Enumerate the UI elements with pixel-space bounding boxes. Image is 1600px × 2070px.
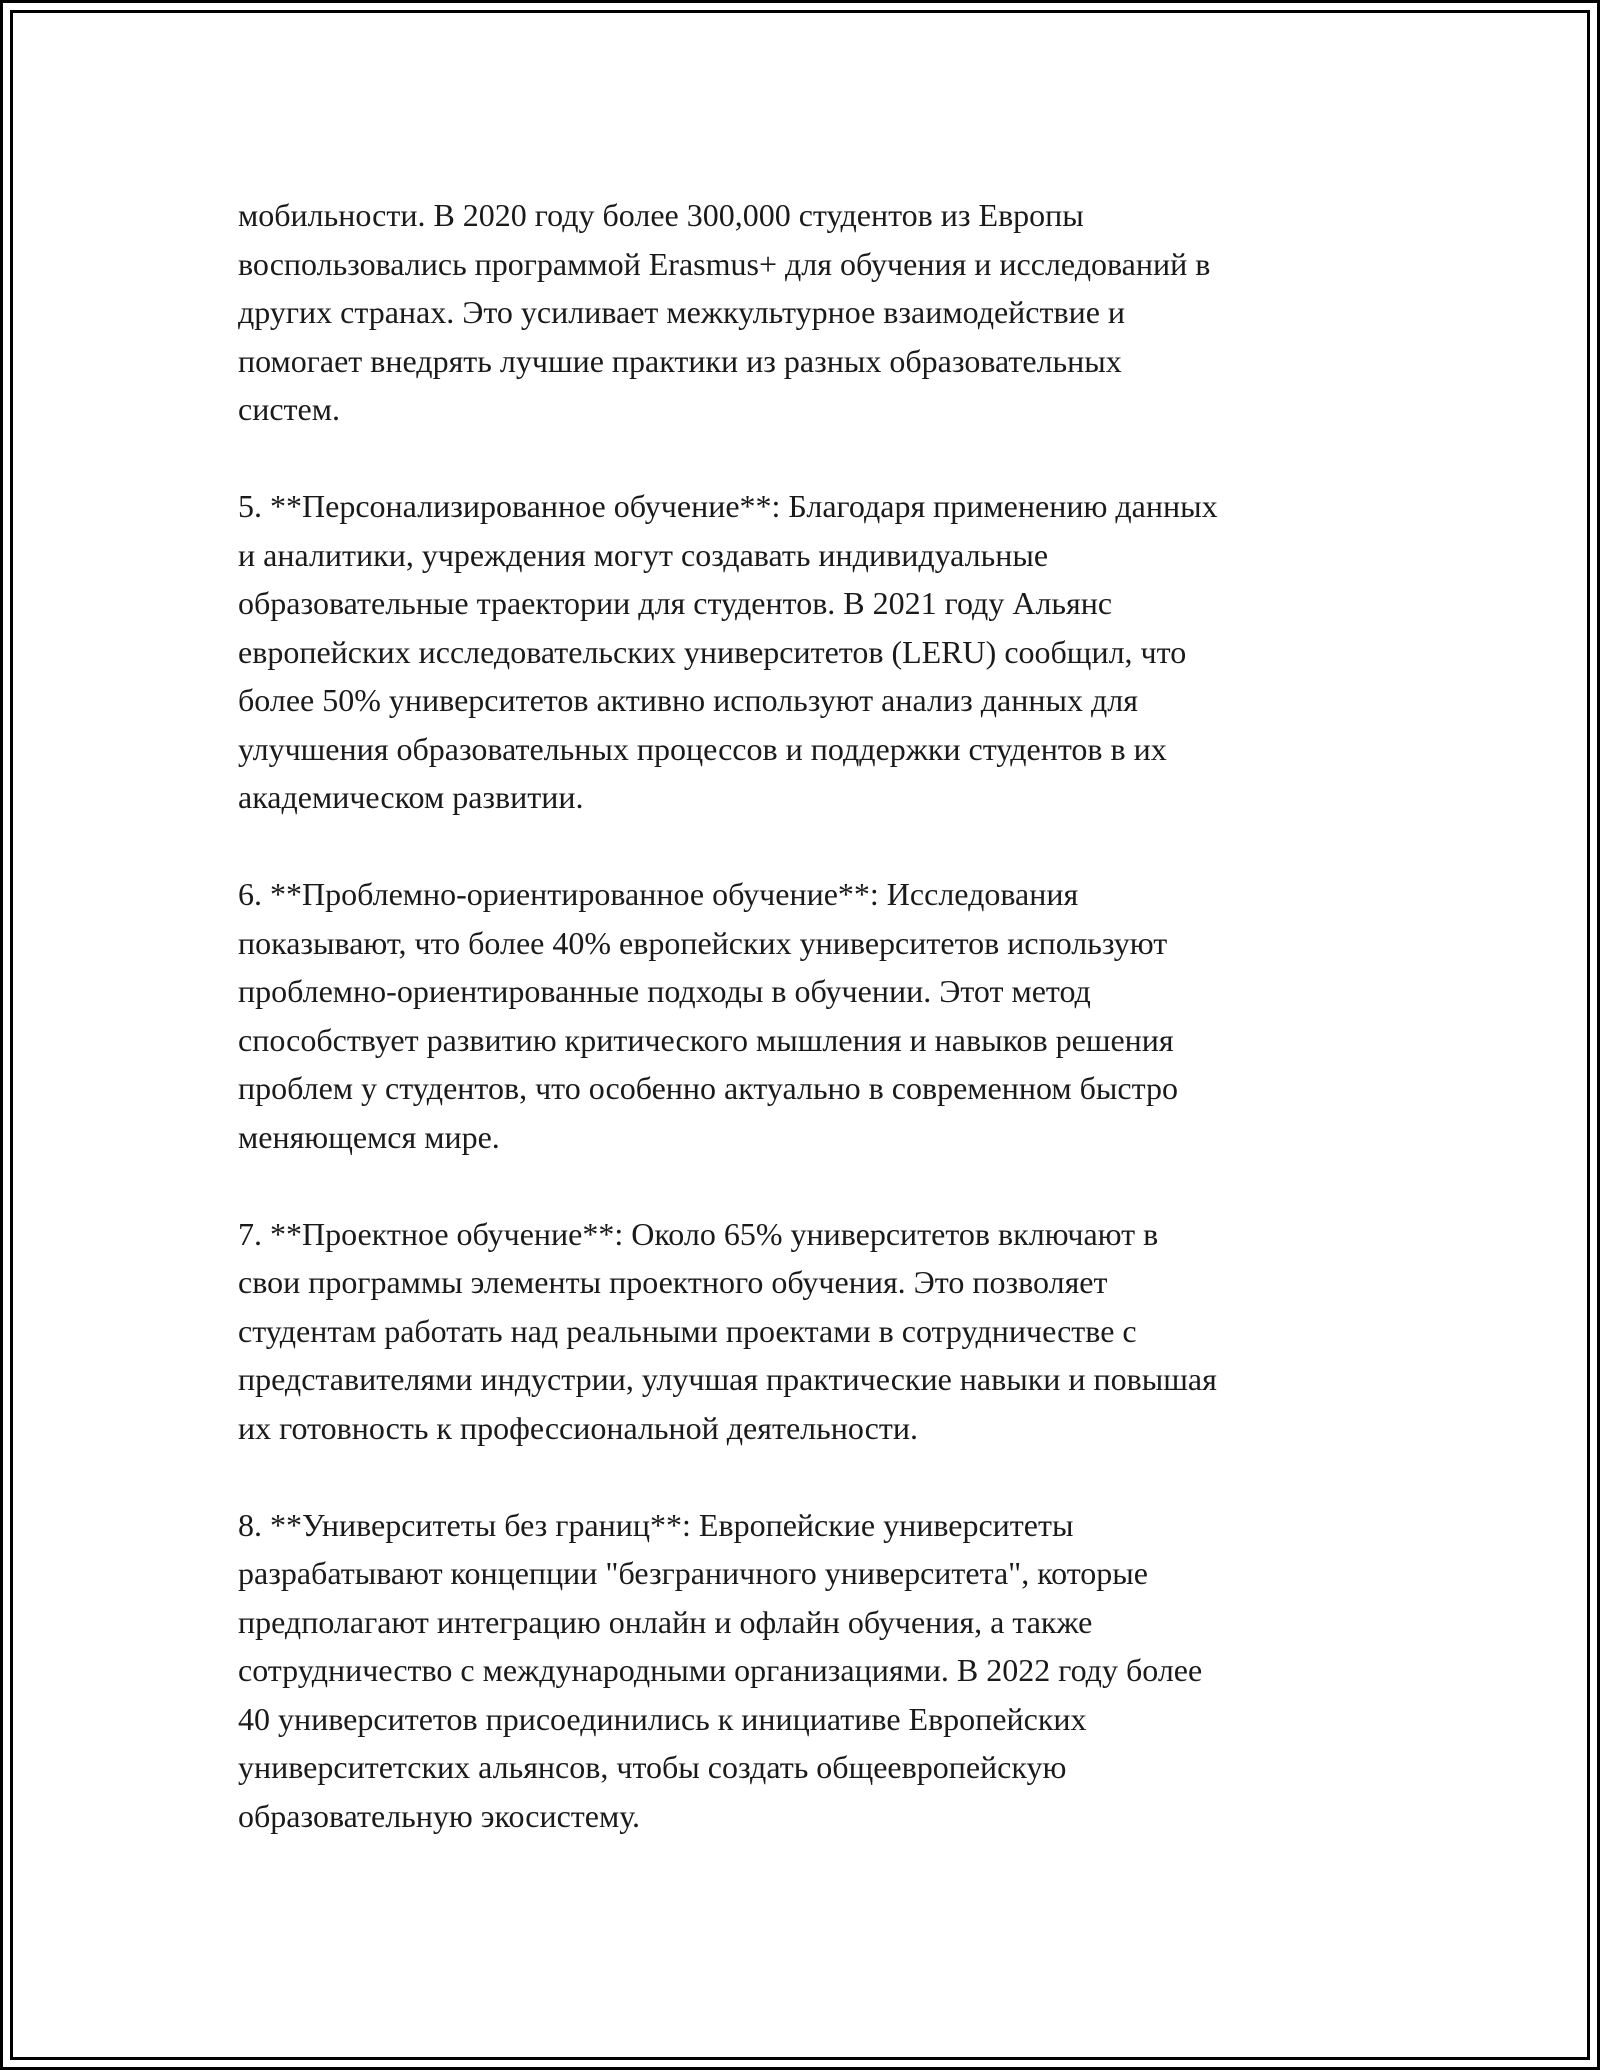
document-body bbox=[238, 191, 1388, 1889]
paragraph-mobility: мобильности. В 2020 году более 300,000 студентов из Европы воспользовались программой Erasmus+ для обучения и исследований в других странах. Это усиливает межкультурное взаимодействие и помогает внедрять лучшие практики из разных образовательных систем. bbox=[238, 197, 1211, 427]
paragraph-personalized-learning: 5. **Персонализированное обучение**: Благодаря применению данных и аналитики, учреждения могут создавать индивидуальные образовательные траектории для студентов. В 2021 году Альянс европейских исследовательских университетов (LERU) сообщил, что более 50% университетов активно используют анализ данных для улучшения образовательных процессов и поддержки студентов в их академическом развитии. bbox=[238, 488, 1218, 815]
paragraph-problem-based-learning: 6. **Проблемно-ориентированное обучение**: Исследования показывают, что более 40% европейских университетов используют проблемно-ориентированные подходы в обучении. Этот метод способствует развитию критического мышления и навыков решения проблем у студентов, что особенно актуально в современном быстро меняющемся мире. bbox=[238, 876, 1178, 1155]
paragraph-project-learning: 7. **Проектное обучение**: Около 65% университетов включают в свои программы элементы проектного обучения. Это позволяет студентам работать над реальными проектами в сотрудничестве с представителями индустрии, улучшая практические навыки и повышая их готовность к профессиональной деятельности. bbox=[238, 1215, 1217, 1446]
paragraph-universities-without-borders: 8. **Университеты без границ**: Европейские университеты разрабатывают концепции "безграничного университета", которые предполагают интеграцию онлайн и офлайн обучения, а также сотрудничество с международными организациями. В 2022 году более 40 университетов присоединились к инициативе Европейских университетских альянсов, чтобы создать общеевропейскую образовательную экосистему. bbox=[238, 1506, 1203, 1834]
